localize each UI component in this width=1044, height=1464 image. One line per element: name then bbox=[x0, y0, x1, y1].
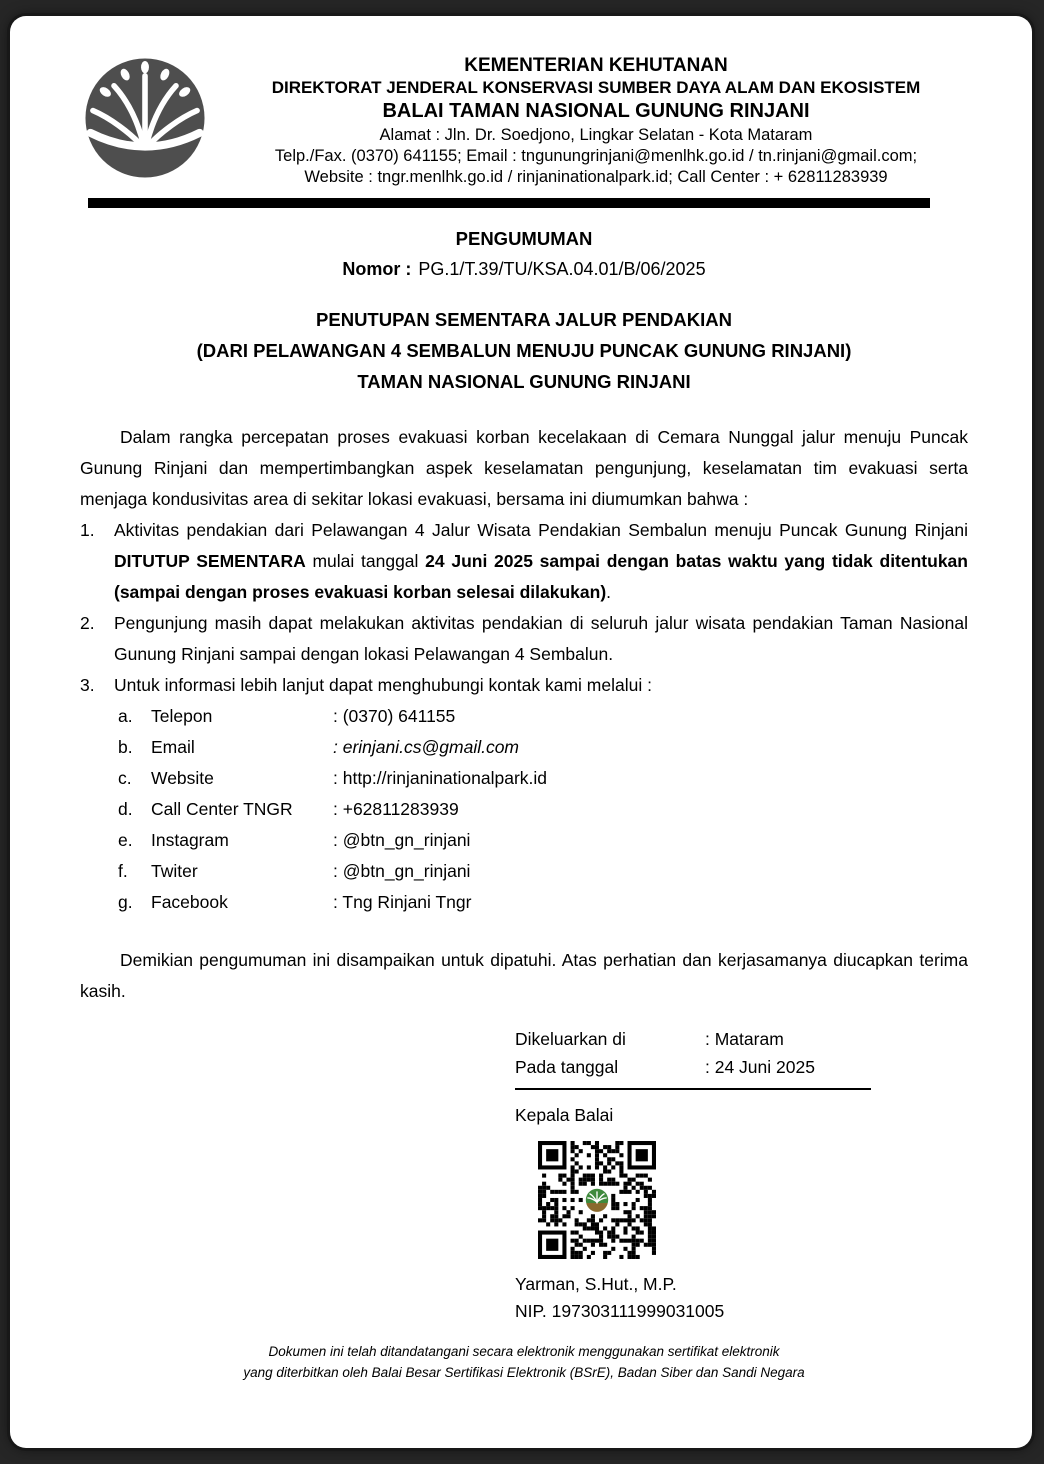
signer-position: Kepala Balai bbox=[515, 1105, 614, 1125]
issued-date-label: Pada tanggal bbox=[515, 1057, 619, 1077]
contact-label: Call Center TNGR bbox=[151, 799, 293, 819]
document-number-label: Nomor : bbox=[342, 259, 412, 279]
contact-label: Instagram bbox=[151, 830, 229, 850]
disclaimer-line-1: Dokumen ini telah ditandatangani secara elektronik menggunakan sertifikat elektronik bbox=[268, 1344, 780, 1359]
contact-letter: f. bbox=[118, 861, 128, 881]
issued-date-value: : 24 Juni 2025 bbox=[705, 1057, 815, 1077]
issued-place-row bbox=[515, 1025, 885, 1053]
contact-value: : (0370) 641155 bbox=[333, 706, 456, 726]
document-number bbox=[80, 259, 968, 280]
contact-row-instagram bbox=[118, 825, 968, 856]
list-item-1-period: . bbox=[606, 582, 612, 602]
office-phone-email: Telp./Fax. (0370) 641155; Email : tngunungrinjani@menlhk.go.id / tn.rinjani@gmail.com; bbox=[274, 147, 918, 165]
document-title: PENGUMUMAN bbox=[455, 228, 593, 249]
contact-row-website bbox=[118, 763, 968, 794]
issued-place-value: : Mataram bbox=[705, 1029, 784, 1049]
contact-value: : @btn_gn_rinjani bbox=[333, 830, 471, 850]
signature-block bbox=[515, 1025, 885, 1325]
list-item-1-text bbox=[114, 515, 968, 608]
contact-list bbox=[118, 701, 968, 918]
office-name: BALAI TAMAN NASIONAL GUNUNG RINJANI bbox=[382, 100, 810, 122]
disclaimer-line-2: yang diterbitkan oleh Balai Besar Sertifikasi Elektronik (BSrE), Badan Siber dan Sandi Negara bbox=[243, 1365, 805, 1380]
list-item-1-bold-closure: DITUTUP SEMENTARA bbox=[114, 551, 306, 571]
contact-row-twitter bbox=[118, 856, 968, 887]
contact-letter: e. bbox=[118, 830, 133, 850]
closing-paragraph: Demikian pengumuman ini disampaikan untuk dipatuhi. Atas perhatian dan kerjasamanya diucapkan terima kasih. bbox=[80, 950, 968, 1001]
letterhead bbox=[80, 54, 968, 188]
opening-paragraph: Dalam rangka percepatan proses evakuasi korban kecelakaan di Cemara Nunggal jalur menuju Puncak Gunung Rinjani dan mempertimbangkan aspek keselamatan pengunjung, keselamatan tim evakuasi serta menjaga kondusivitas area di sekitar lokasi evakuasi, bersama ini diumumkan bahwa : bbox=[80, 427, 968, 509]
office-address: Alamat : Jln. Dr. Soedjono, Lingkar Selatan - Kota Mataram bbox=[379, 126, 813, 144]
document-page bbox=[10, 16, 1032, 1448]
qr-code bbox=[538, 1141, 656, 1259]
subject-line-2: (DARI PELAWANGAN 4 SEMBALUN MENUJU PUNCAK GUNUNG RINJANI) bbox=[196, 340, 852, 361]
signer-name: Yarman, S.Hut., M.P. bbox=[515, 1274, 677, 1294]
ministry-tree-logo-icon bbox=[80, 56, 210, 180]
list-item-1-text-part2: mulai tanggal bbox=[305, 551, 426, 571]
document-subject bbox=[80, 304, 968, 397]
contact-label: Facebook bbox=[151, 892, 228, 912]
contact-row-callcenter bbox=[118, 794, 968, 825]
list-item-1-text-part: Aktivitas pendakian dari Pelawangan 4 Jalur Wisata Pendakian Sembalun menuju Puncak Gunung Rinjani bbox=[114, 520, 968, 540]
list-item-1-bold-date: 24 Juni 2025 sampai dengan batas waktu yang tidak ditentukan (sampai dengan proses evakuasi korban selesai dilakukan) bbox=[114, 551, 968, 602]
contact-row-email bbox=[118, 732, 968, 763]
contact-label: Telepon bbox=[151, 706, 213, 726]
contact-label: Email bbox=[151, 737, 195, 757]
subject-line-3: TAMAN NASIONAL GUNUNG RINJANI bbox=[357, 371, 691, 392]
issued-place-label: Dikeluarkan di bbox=[515, 1029, 626, 1049]
contact-value-email: : erinjani.cs@gmail.com bbox=[333, 737, 520, 757]
document-number-value: PG.1/T.39/TU/KSA.04.01/B/06/2025 bbox=[418, 259, 706, 279]
subject-line-1: PENUTUPAN SEMENTARA JALUR PENDAKIAN bbox=[316, 309, 732, 330]
contact-letter: a. bbox=[118, 706, 133, 726]
list-item-2-number: 2. bbox=[80, 613, 95, 633]
list-item-2 bbox=[80, 608, 968, 670]
contact-row-telepon bbox=[118, 701, 968, 732]
contact-letter: b. bbox=[118, 737, 133, 757]
ministry-name: KEMENTERIAN KEHUTANAN bbox=[464, 55, 728, 76]
contact-label: Website bbox=[151, 768, 214, 788]
contact-value: : Tng Rinjani Tngr bbox=[333, 892, 472, 912]
signer-nip: NIP. 197303111999031005 bbox=[515, 1301, 725, 1321]
list-item-1 bbox=[80, 515, 968, 608]
contact-letter: d. bbox=[118, 799, 133, 819]
letterhead-text bbox=[210, 54, 968, 188]
list-item-3-number: 3. bbox=[80, 675, 95, 695]
issued-date-row bbox=[515, 1053, 885, 1081]
office-website: Website : tngr.menlhk.go.id / rinjaninationalpark.id; Call Center : + 62811283939 bbox=[304, 168, 888, 186]
contact-label: Twiter bbox=[151, 861, 198, 881]
contact-row-facebook bbox=[118, 887, 968, 918]
list-item-3 bbox=[80, 670, 968, 701]
list-item-2-text: Pengunjung masih dapat melakukan aktivitas pendakian di seluruh jalur wisata pendakian Taman Nasional Gunung Rinjani sampai dengan lokasi Pelawangan 4 Sembalun. bbox=[114, 613, 968, 664]
signature-divider bbox=[515, 1088, 871, 1090]
numbered-list bbox=[80, 515, 968, 701]
letterhead-divider bbox=[88, 198, 930, 208]
contact-letter: c. bbox=[118, 768, 132, 788]
contact-value: : @btn_gn_rinjani bbox=[333, 861, 471, 881]
electronic-signature-disclaimer bbox=[80, 1341, 968, 1383]
contact-value: : +62811283939 bbox=[333, 799, 459, 819]
list-item-1-number: 1. bbox=[80, 520, 95, 540]
contact-letter: g. bbox=[118, 892, 133, 912]
list-item-3-text: Untuk informasi lebih lanjut dapat menghubungi kontak kami melalui : bbox=[114, 675, 652, 695]
contact-value-website: : http://rinjaninationalpark.id bbox=[333, 768, 548, 788]
directorate-name: DIREKTORAT JENDERAL KONSERVASI SUMBER DAYA ALAM DAN EKOSISTEM bbox=[271, 78, 921, 97]
